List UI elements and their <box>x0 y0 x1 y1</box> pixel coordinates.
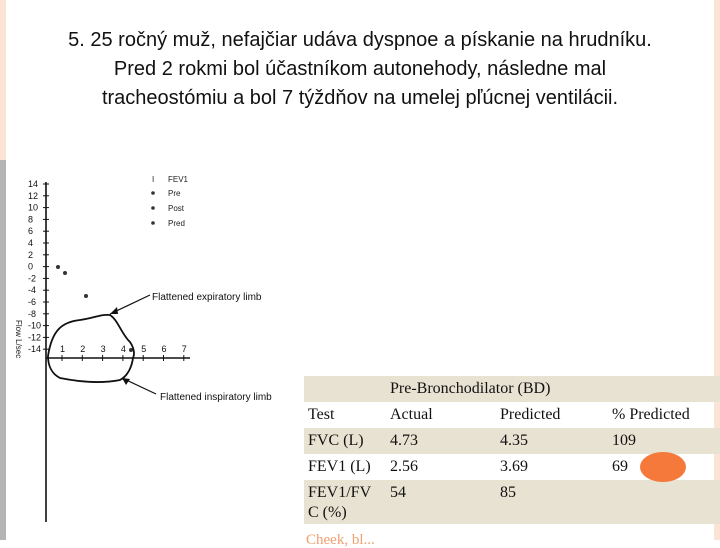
legend-post: Post <box>168 204 185 213</box>
title-line-3: tracheostómiu a bol 7 týždňov na umelej pľúcnej ventilácii. <box>101 87 619 109</box>
source-link[interactable]: Cheek, bl... <box>306 532 375 548</box>
x-tick-label: 7 <box>181 344 187 354</box>
y-tick-label: 0 <box>28 261 34 272</box>
column-actual: Actual <box>390 406 433 423</box>
ratio-predicted: 85 <box>500 484 516 501</box>
flow-volume-figure <box>0 160 300 540</box>
flow-volume-loop-svg <box>0 160 300 540</box>
y-tick-label: -12 <box>28 332 42 343</box>
y-tick-label: 14 <box>28 179 39 189</box>
fev1-actual: 2.56 <box>390 458 418 475</box>
x-tick-label: 6 <box>161 344 167 354</box>
slide-title <box>0 26 720 113</box>
y-tick-label: -6 <box>28 297 37 307</box>
legend-fev1: FEV1 <box>168 175 189 184</box>
y-tick-label: -8 <box>28 308 37 319</box>
fvc-percent: 109 <box>612 432 636 449</box>
fvc-predicted: 4.35 <box>500 432 528 449</box>
fvc-test: FVC (L) <box>308 432 364 449</box>
fvc-actual: 4.73 <box>390 432 418 449</box>
title-line-1: 5. 25 ročný muž, nefajčiar udáva dyspnoe a pískanie na hrudníku. <box>68 29 652 51</box>
pred-point-1 <box>56 265 60 269</box>
pred-point-2 <box>63 271 67 275</box>
column-predicted: Predicted <box>500 406 561 423</box>
y-tick-label: 4 <box>28 238 34 248</box>
fev1-test: FEV1 (L) <box>308 458 371 475</box>
y-tick-label: 8 <box>28 214 34 225</box>
y-tick-label: 2 <box>28 249 34 260</box>
pred-point-3 <box>84 294 88 298</box>
x-tick-label: 5 <box>141 344 147 354</box>
y-tick-label: 10 <box>28 202 39 213</box>
inspiratory-annotation: Flattened inspiratory limb <box>160 392 272 403</box>
ratio-actual: 54 <box>390 484 406 501</box>
y-tick-label: -14 <box>28 344 42 355</box>
legend-pre: Pre <box>168 189 181 198</box>
y-tick-label: -2 <box>28 273 37 284</box>
legend-pred: Pred <box>168 219 185 228</box>
ratio-test: FEV1/FV <box>308 484 372 501</box>
title-line-2: Pred 2 rokmi bol účastníkom autonehody, následne mal <box>113 58 607 80</box>
fev1-predicted: 3.69 <box>500 458 528 475</box>
y-tick-label: -4 <box>28 285 37 296</box>
y-tick-label: 6 <box>28 226 34 237</box>
table-header-row <box>304 402 720 428</box>
legend-marker-4 <box>151 221 155 225</box>
table-row <box>304 428 720 454</box>
x-tick-label: 3 <box>100 344 106 354</box>
table-row <box>304 480 720 524</box>
x-tick-label: 1 <box>60 344 66 354</box>
x-tick-label: 4 <box>120 344 126 354</box>
y-tick-label: -10 <box>28 320 42 331</box>
y-axis-label: Flow L/sec <box>14 320 23 359</box>
ratio-test-cont: C (%) <box>308 504 347 521</box>
y-tick-label: 12 <box>28 190 39 201</box>
column-percent: % Predicted <box>612 406 690 423</box>
legend-marker-2 <box>151 191 155 195</box>
table-title: Pre-Bronchodilator (BD) <box>390 380 551 397</box>
highlight-marker <box>640 452 686 482</box>
fev1-percent: 69 <box>612 458 628 475</box>
column-test: Test <box>308 406 335 423</box>
x-tick-label: 2 <box>80 344 86 354</box>
expiratory-annotation: Flattened expiratory limb <box>152 292 262 303</box>
legend-marker-1: I <box>152 175 155 184</box>
legend-marker-3 <box>151 206 155 210</box>
table-title-row <box>304 376 720 402</box>
